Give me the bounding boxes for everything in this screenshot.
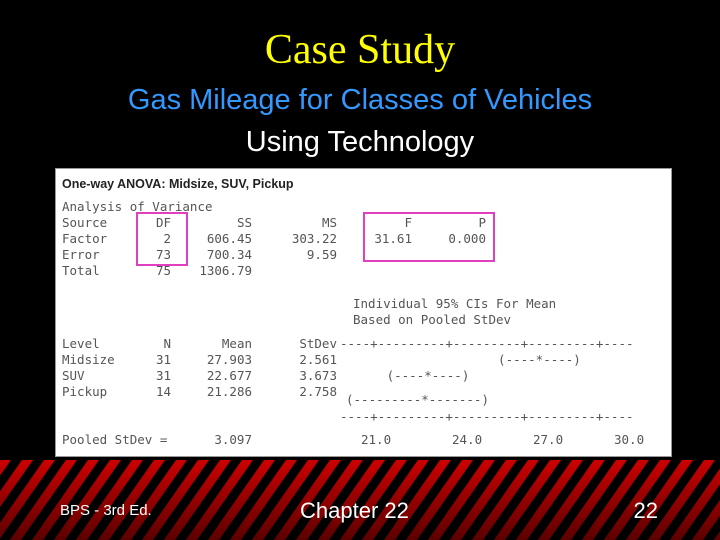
lvl-row-level: Pickup [62,384,108,399]
aov-row-ss: 1306.79 [199,263,252,278]
df-highlight-box [136,212,188,266]
aov-row-source: Factor [62,231,108,246]
lvl-row-stdev: 3.673 [299,368,337,383]
slide-title: Case Study [264,27,456,73]
pooled-stdev-label: Pooled StDev = [62,432,168,447]
lvl-row-stdev: 2.758 [299,384,337,399]
aov-col-f: F [404,215,412,230]
ci-axis-line: ----+---------+---------+---------+---- [340,409,634,424]
lvl-row-n: 31 [155,368,171,383]
lvl-col-mean: Mean [221,336,252,351]
slide-subtitle-2: Using Technology [245,126,475,158]
aov-col-source: Source [62,215,108,230]
aov-row-source: Total [62,263,100,278]
minitab-output-panel [55,168,672,457]
aov-row-ms: 9.59 [306,247,337,262]
lvl-row-stdev: 2.561 [299,352,337,367]
aov-row-df: 73 [155,247,171,262]
aov-row-f: 31.61 [374,231,412,246]
lvl-row-mean: 22.677 [206,368,252,383]
lvl-col-n: N [163,336,171,351]
pooled-stdev-value: 3.097 [214,432,252,447]
aov-col-p: P [478,215,486,230]
ci-line-pickup: (---------*-------) [346,392,489,407]
ci-tick: 27.0 [533,432,564,447]
aov-row-ss: 606.45 [206,231,252,246]
aov-row-df: 2 [163,231,171,246]
slide-subtitle: Gas Mileage for Classes of Vehicles [127,84,593,116]
aov-row-ms: 303.22 [291,231,337,246]
footer-page-number: 22 [633,498,658,523]
ci-title-2: Based on Pooled StDev [353,312,512,327]
lvl-row-mean: 21.286 [206,384,252,399]
footer-chapter: Chapter 22 [300,498,409,523]
aov-row-source: Error [62,247,100,262]
aov-col-ms: MS [321,215,337,230]
ci-line-suv: (----*----) [364,368,470,383]
ci-line-midsize: (----*----) [340,352,581,367]
footer-left: BPS - 3rd Ed. [60,502,152,519]
lvl-col-stdev: StDev [299,336,337,351]
aov-row-df: 75 [155,263,171,278]
ci-title-1: Individual 95% CIs For Mean [353,296,557,311]
ci-tick: 30.0 [614,432,645,447]
lvl-row-mean: 27.903 [206,352,252,367]
aov-title: Analysis of Variance [62,199,213,214]
aov-row-ss: 700.34 [206,247,252,262]
lvl-row-level: SUV [62,368,85,383]
lvl-row-level: Midsize [62,352,115,367]
output-header: One-way ANOVA: Midsize, SUV, Pickup [62,177,294,191]
ci-tick: 24.0 [452,432,483,447]
aov-col-df: DF [155,215,171,230]
aov-col-ss: SS [236,215,252,230]
aov-row-p: 0.000 [448,231,486,246]
f-p-highlight-box [363,212,495,262]
lvl-col-level: Level [62,336,100,351]
ci-header-line: ----+---------+---------+---------+---- [340,336,634,351]
ci-tick: 21.0 [361,432,392,447]
lvl-row-n: 14 [155,384,171,399]
lvl-row-n: 31 [155,352,171,367]
